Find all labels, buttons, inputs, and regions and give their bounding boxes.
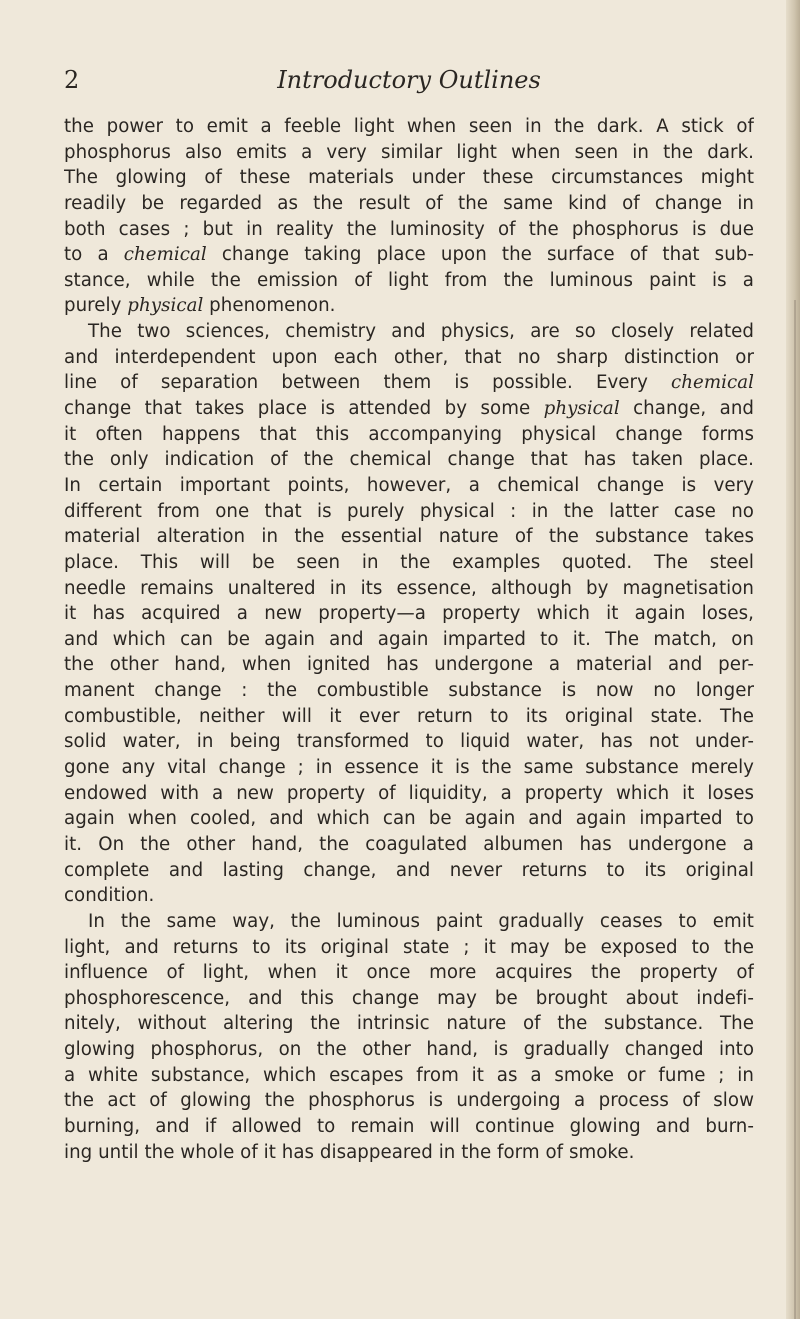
text-line bbox=[64, 678, 754, 704]
text-segment: place. This will be seen in the examples quoted. The steel bbox=[64, 551, 754, 573]
text-segment: both cases ; but in reality the luminosity of the phosphorus is due bbox=[64, 218, 754, 240]
text-segment: and interdependent upon each other, that no sharp distinction or bbox=[64, 346, 754, 368]
text-line bbox=[64, 114, 754, 140]
text-line bbox=[64, 576, 754, 602]
text-line bbox=[64, 1063, 754, 1089]
text-segment: light, and returns to its original state ; it may be exposed to the bbox=[64, 936, 754, 958]
text-line bbox=[64, 524, 754, 550]
text-segment: complete and lasting change, and never returns to its original bbox=[64, 859, 754, 881]
text-segment: ing until the whole of it has disappeared in the form of smoke. bbox=[64, 1141, 635, 1163]
text-segment: stance, while the emission of light from the luminous paint is a bbox=[64, 269, 754, 291]
text-segment: a white substance, which escapes from it as a smoke or fume ; in bbox=[64, 1064, 754, 1086]
italic-term: chemical bbox=[671, 372, 754, 394]
text-line bbox=[64, 806, 754, 832]
text-segment: change taking place upon the surface of that sub- bbox=[206, 244, 754, 266]
text-line bbox=[64, 293, 754, 319]
text-segment: gone any vital change ; in essence it is the same substance merely bbox=[64, 757, 754, 779]
text-segment: readily be regarded as the result of the same kind of change in bbox=[64, 192, 754, 214]
text-line bbox=[64, 422, 754, 448]
text-line bbox=[64, 345, 754, 371]
text-line bbox=[64, 1037, 754, 1063]
italic-term: physical bbox=[543, 398, 620, 420]
text-line bbox=[64, 729, 754, 755]
text-segment: it has acquired a new property—a property which it again loses, bbox=[64, 603, 754, 625]
text-segment: the only indication of the chemical change that has taken place. bbox=[64, 449, 754, 471]
italic-term: physical bbox=[127, 295, 204, 317]
text-segment: phenomenon. bbox=[203, 295, 336, 317]
text-segment: The glowing of these materials under these circumstances might bbox=[64, 167, 754, 189]
text-segment: solid water, in being transformed to liquid water, has not under- bbox=[64, 731, 754, 753]
text-line bbox=[64, 601, 754, 627]
text-line bbox=[64, 1088, 754, 1114]
text-line bbox=[64, 781, 754, 807]
text-segment: again when cooled, and which can be again and again imparted to bbox=[64, 808, 754, 830]
page-header bbox=[64, 66, 754, 106]
text-segment: phosphorus also emits a very similar light when seen in the dark. bbox=[64, 141, 754, 163]
text-line bbox=[64, 550, 754, 576]
page-edge bbox=[786, 0, 800, 1319]
text-segment: the other hand, when ignited has undergone a material and per- bbox=[64, 654, 754, 676]
text-line bbox=[64, 858, 754, 884]
text-line bbox=[64, 140, 754, 166]
page-number: 2 bbox=[64, 66, 80, 94]
text-segment: The two sciences, chemistry and physics, are so closely related bbox=[88, 321, 754, 343]
text-line bbox=[64, 935, 754, 961]
text-line bbox=[64, 704, 754, 730]
text-segment: glowing phosphorus, on the other hand, is gradually changed into bbox=[64, 1039, 754, 1061]
text-segment: material alteration in the essential nature of the substance takes bbox=[64, 526, 754, 548]
text-line bbox=[64, 755, 754, 781]
text-segment: to a bbox=[64, 244, 124, 266]
text-segment: combustible, neither will it ever return to its original state. The bbox=[64, 705, 754, 727]
text-segment: endowed with a new property of liquidity, a property which it loses bbox=[64, 782, 754, 804]
text-segment: line of separation between them is possible. Every bbox=[64, 372, 672, 394]
text-line bbox=[64, 396, 754, 422]
text-line bbox=[64, 499, 754, 525]
text-line bbox=[64, 627, 754, 653]
text-segment: condition. bbox=[64, 885, 155, 907]
body-text bbox=[64, 114, 754, 1165]
text-segment: the act of glowing the phosphorus is undergoing a process of slow bbox=[64, 1090, 754, 1112]
text-line bbox=[64, 370, 754, 396]
text-segment: it. On the other hand, the coagulated albumen has undergone a bbox=[64, 833, 754, 855]
text-segment: purely bbox=[64, 295, 128, 317]
text-segment: and which can be again and again imparted to it. The match, on bbox=[64, 628, 754, 650]
text-line bbox=[64, 986, 754, 1012]
text-line bbox=[64, 960, 754, 986]
text-segment: needle remains unaltered in its essence, although by magnetisation bbox=[64, 577, 754, 599]
text-segment: In the same way, the luminous paint gradually ceases to emit bbox=[88, 910, 754, 932]
text-line bbox=[64, 319, 754, 345]
text-line bbox=[64, 883, 754, 909]
running-title: Introductory Outlines bbox=[277, 66, 541, 94]
text-segment: different from one that is purely physical : in the latter case no bbox=[64, 500, 754, 522]
text-line bbox=[64, 165, 754, 191]
text-line bbox=[64, 242, 754, 268]
page-edge-shadow bbox=[794, 300, 796, 1319]
text-segment: manent change : the combustible substance is now no longer bbox=[64, 680, 754, 702]
text-segment: influence of light, when it once more acquires the property of bbox=[64, 962, 754, 984]
text-line bbox=[64, 832, 754, 858]
text-line bbox=[64, 1140, 754, 1166]
text-line bbox=[64, 217, 754, 243]
text-line bbox=[64, 1011, 754, 1037]
text-segment: the power to emit a feeble light when seen in the dark. A stick of bbox=[64, 116, 754, 137]
text-line bbox=[64, 268, 754, 294]
text-line bbox=[64, 191, 754, 217]
text-segment: change that takes place is attended by some bbox=[64, 398, 544, 420]
text-segment: it often happens that this accompanying physical change forms bbox=[64, 423, 754, 445]
text-line bbox=[64, 909, 754, 935]
text-segment: change, and bbox=[619, 398, 754, 420]
italic-term: chemical bbox=[123, 244, 207, 266]
text-segment: phosphorescence, and this change may be brought about indefi- bbox=[64, 987, 754, 1009]
text-line bbox=[64, 473, 754, 499]
text-segment: In certain important points, however, a chemical change is very bbox=[64, 474, 754, 496]
text-line bbox=[64, 447, 754, 473]
text-segment: burning, and if allowed to remain will continue glowing and burn- bbox=[64, 1115, 754, 1137]
text-line bbox=[64, 1114, 754, 1140]
text-line bbox=[64, 652, 754, 678]
text-segment: nitely, without altering the intrinsic nature of the substance. The bbox=[64, 1013, 754, 1035]
